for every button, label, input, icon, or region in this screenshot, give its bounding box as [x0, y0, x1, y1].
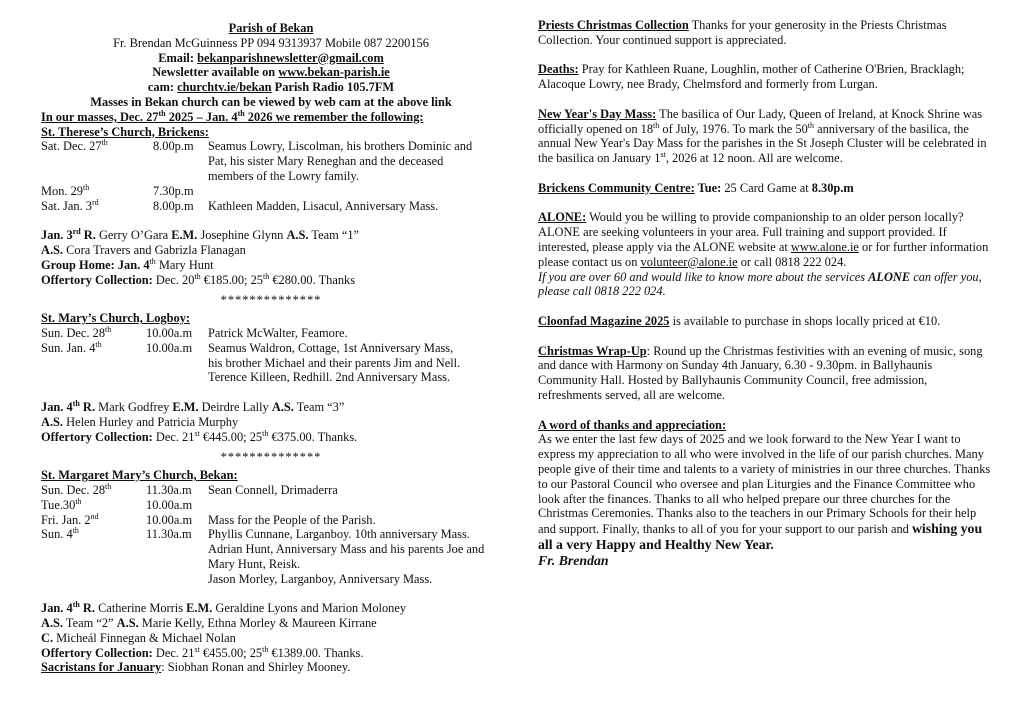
st-mary-rota: Jan. 4th R. Mark Godfrey E.M. Deirdre Lally A.S. Team “3”	[41, 398, 345, 414]
email-label: Email:	[158, 50, 198, 65]
st-margaret-rota: Jan. 4th R. Catherine Morris E.M. Geraldine Lyons and Marion Moloney	[41, 600, 407, 616]
thanks-appreciation: A word of thanks and appreciation: As we enter the last few days of 2025 and we look forward to the New Year I want to express my appreciation to all who were involved in the life of our parish churches. Many people give of their time and talents to a variety of ministries in our three churches. Thanks to our Pastoral Council who oversee and plan Liturgies and the Finance Committee who look after the finances. Thanks to all who helped prepare our three churches for the Christmas Ceremonies. Thanks also to the teachers in our Primary Schools for their help and support. Finally, thanks to all of you for your support to our parish and wishing you all a very Happy and Healthy New Year.	[538, 418, 993, 554]
cam-line	[41, 80, 501, 95]
signature: Fr. Brendan	[538, 553, 609, 569]
mass-row: Sat. Dec. 27th 8.00p.m Seamus Lowry, Liscolman, his brothers Dominic and Pat, his sister Mary Reneghan and the deceased members of the Lowry family.	[41, 138, 473, 183]
priests-collection: Priests Christmas Collection Thanks for your generosity in the Priests Christmas Collection. Your continued support is appreciated.	[538, 18, 947, 47]
st-mary-altar-servers: A.S. Helen Hurley and Patricia Murphy	[41, 414, 239, 429]
cloonfad-magazine: Cloonfad Magazine 2025 is available to purchase in shops locally priced at €10.	[538, 313, 941, 328]
st-mary-masses	[41, 326, 501, 385]
radio-text: Parish Radio 105.7FM	[271, 80, 395, 95]
sacristans: Sacristans for January: Siobhan Ronan and Shirley Mooney.	[41, 660, 351, 675]
mass-row: Fri. Jan. 2nd 10.00a.m Mass for the People of the Parish.	[41, 511, 376, 527]
website-link[interactable]: www.bekan-parish.ie	[278, 65, 390, 80]
st-margaret-offertory: Offertory Collection: Dec. 21st €455.00; 25th €1389.00. Thanks.	[41, 644, 364, 660]
priest-contact: Fr. Brendan McGuinness PP 094 9313937 Mobile 087 2200156	[113, 35, 429, 50]
mass-row: Sun. Jan. 4th 10.00a.m Seamus Waldron, Cottage, 1st Anniversary Mass, his brother Michael and their parents Jim and Nell. Terence Killeen, Redhill. 2nd Anniversary Mass.	[41, 339, 461, 385]
alone-email-link[interactable]: volunteer@alone.ie	[640, 254, 738, 269]
mass-row: Sun. Dec. 28th 11.30a.m Sean Connell, Drimaderra	[41, 481, 338, 497]
st-margaret-masses	[41, 483, 501, 587]
st-therese-heading: St. Therese’s Church, Brickens:	[41, 124, 209, 139]
st-mary-offertory: Offertory Collection: Dec. 21st €445.00; 25th €375.00. Thanks.	[41, 428, 358, 444]
brickens-community-centre: Brickens Community Centre: Tue: 25 Card Game at 8.30p.m	[538, 180, 854, 195]
cam-label: cam:	[147, 80, 178, 95]
st-margaret-heading: St. Margaret Mary’s Church, Bekan:	[41, 468, 238, 483]
st-therese-altar-servers: A.S. Cora Travers and Gabrizla Flanagan	[41, 242, 246, 257]
group-home: Group Home: Jan. 4th Mary Hunt	[41, 256, 214, 272]
masses-intro: In our masses, Dec. 27th 2025 – Jan. 4th 2026 we remember the following:	[41, 108, 424, 124]
webcam-note: Masses in Bekan church can be viewed by web cam at the above link	[90, 94, 452, 109]
cam-link[interactable]: churchtv.ie/bekan	[177, 80, 272, 95]
left-column	[41, 21, 501, 675]
email-line	[41, 51, 501, 66]
mass-row: Sun. Dec. 28th 10.00a.m Patrick McWalter, Feamore.	[41, 324, 348, 340]
mass-row: Mon. 29th 7.30p.m	[41, 182, 194, 198]
thanks-heading: A word of thanks and appreciation:	[538, 417, 727, 432]
st-therese-offertory: Offertory Collection: Dec. 20th €185.00; 25th €280.00. Thanks	[41, 271, 356, 287]
mass-row: Sat. Jan. 3rd 8.00p.m Kathleen Madden, Lisacul, Anniversary Mass.	[41, 197, 439, 213]
alone-notice: ALONE: Would you be willing to provide companionship to an older person locally? ALONE are seeking volunteers in your area. Full training and support provided. If interested, please apply via the ALONE website at www.alone.ie or for further information please contact us on volunteer@alone.ie or call 0818 222 024. If you are over 60 and would like to know more about the services ALONE can offer you, please call 0818 222 024.	[538, 210, 989, 299]
st-therese-rota: Jan. 3rd R. Gerry O’Gara E.M. Josephine Glynn A.S. Team “1”	[41, 227, 360, 243]
st-margaret-altar-servers: A.S. Team “2” A.S. Marie Kelly, Ethna Morley & Maureen Kirrane	[41, 616, 377, 631]
email-link[interactable]: bekanparishnewsletter@gmail.com	[197, 50, 384, 65]
parish-title: Parish of Bekan	[228, 21, 314, 35]
new-years-mass: New Year's Day Mass: The basilica of Our Lady, Queen of Ireland, at Knock Shrine was officially opened on 18th of July, 1976. To mark the 50th anniversary of the basilica, the annual New Year's Day Mass for the parishes in the St Joseph Cluster will be celebrated in the basilica on January 1st, 2026 at 12 noon. All are welcome.	[538, 106, 987, 166]
separator: **************	[220, 293, 322, 308]
separator: **************	[220, 450, 322, 465]
newsletter-label: Newsletter available on	[152, 65, 279, 80]
alone-website-link[interactable]: www.alone.ie	[790, 239, 859, 254]
st-therese-masses	[41, 139, 501, 213]
newsletter-line	[41, 65, 501, 80]
deaths-notice: Deaths: Pray for Kathleen Ruane, Loughlin, mother of Catherine O'Brien, Bracklagh; Alacoque Lowry, nee Brady, Chelmsford and formerly from Lurgan.	[538, 62, 965, 92]
right-column	[538, 18, 993, 569]
mass-row: Sun. 4th 11.30a.m Phyllis Cunnane, Larganboy. 10th anniversary Mass. Adrian Hunt, Anniversary Mass and his parents Joe and Mary Hunt, Reisk. Jason Morley, Larganboy, Anniversary Mass.	[41, 526, 485, 586]
mass-row: Tue.30th 10.00a.m	[41, 496, 193, 512]
st-margaret-collectors: C. Micheál Finnegan & Michael Nolan	[41, 630, 236, 645]
christmas-wrap-up: Christmas Wrap-Up: Round up the Christmas festivities with an evening of music, song and dance with Harmony on Sunday 4th January, 6.30 - 9.30pm. in Ballyhaunis Community Hall. Hosted by Ballyhaunis Community Council, free admission, refreshments served, all are welcome.	[538, 343, 983, 402]
st-mary-heading: St. Mary’s Church, Logboy:	[41, 311, 191, 326]
